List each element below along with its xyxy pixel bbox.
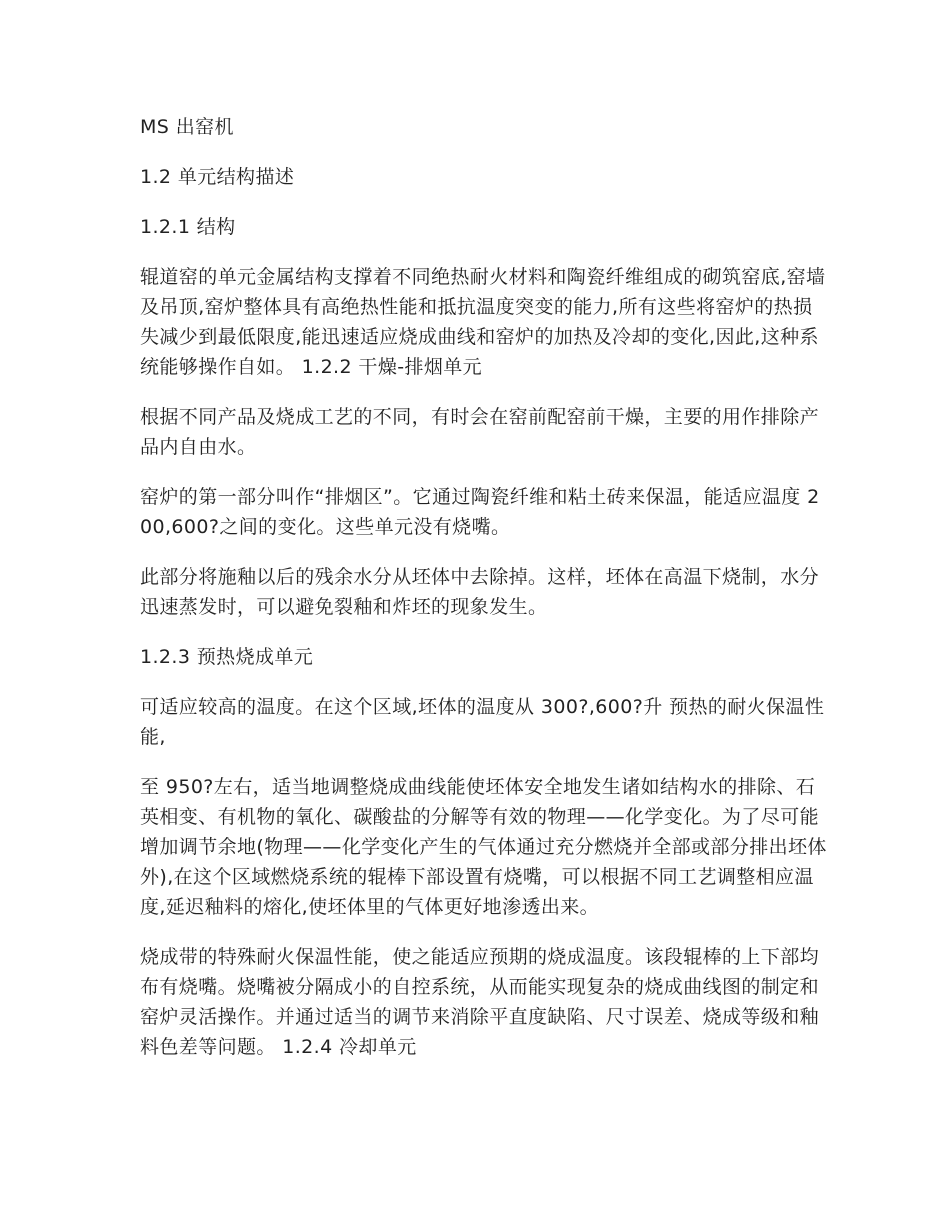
- document-title: MS 出窑机: [140, 116, 234, 138]
- paragraph-drying: 根据不同产品及烧成工艺的不同，有时会在窑前配窑前干燥，主要的用作排除产品内自由水。: [140, 406, 820, 458]
- section-heading-1-2: 1.2 单元结构描述: [140, 166, 295, 188]
- section-heading-1-2-3: 1.2.3 预热烧成单元: [140, 646, 314, 668]
- paragraph-firing-zone: 烧成带的特殊耐火保温性能，使之能适应预期的烧成温度。该段辊棒的上下部均布有烧嘴。烧嘴被分隔成小的自控系统，从而能实现复杂的烧成曲线图的制定和窑炉灵活操作。并通过适当的调节来消除平直度缺陷、尺寸误差、烧成等级和釉料色差等问题。 1.2.4 冷却单元: [140, 946, 820, 1058]
- paragraph-preheat-detail: 至 950?左右，适当地调整烧成曲线能使坯体安全地发生诸如结构水的排除、石英相变、有机物的氧化、碳酸盐的分解等有效的物理——化学变化。为了尽可能增加调节余地(物理——化学变化产生的气体通过充分燃烧并全部或部分排出坯体外),在这个区域燃烧系统的辊棒下部设置有烧嘴，可以根据不同工艺调整相应温度,延迟釉料的熔化,使坯体里的气体更好地渗透出来。: [140, 776, 827, 918]
- paragraph-structure: 辊道窑的单元金属结构支撑着不同绝热耐火材料和陶瓷纤维组成的砌筑窑底,窑墙及吊顶,窑炉整体具有高绝热性能和抵抗温度突变的能力,所有这些将窑炉的热损失减少到最低限度,能迅速适应烧成曲线和窑炉的加热及冷却的变化,因此,这种系统能够操作自如。 1.2.2 干燥-排烟单元: [140, 266, 826, 378]
- paragraph-moisture: 此部分将施釉以后的残余水分从坯体中去除掉。这样，坯体在高温下烧制，水分迅速蒸发时，可以避免裂釉和炸坯的现象发生。: [140, 566, 820, 618]
- section-heading-1-2-1: 1.2.1 结构: [140, 216, 236, 238]
- paragraph-preheat-intro: 可适应较高的温度。在这个区域,坯体的温度从 300?,600?升 预热的耐火保温性能,: [140, 696, 825, 748]
- document-page: [140, 112, 830, 1082]
- paragraph-exhaust-zone: 窑炉的第一部分叫作“排烟区”。它通过陶瓷纤维和粘土砖来保温，能适应温度 200,600?之间的变化。这些单元没有烧嘴。: [140, 486, 820, 538]
